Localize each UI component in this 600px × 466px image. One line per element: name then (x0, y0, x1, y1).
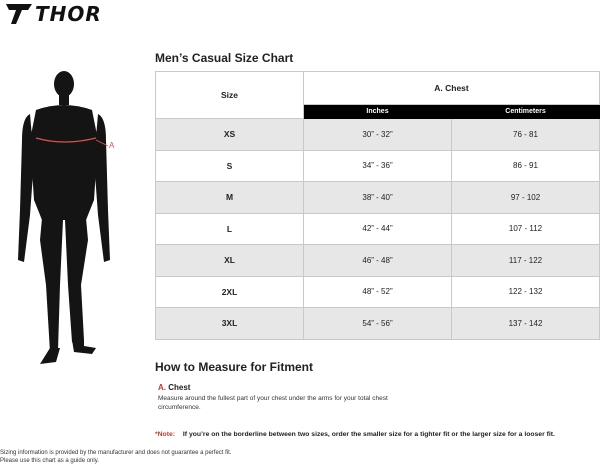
table-row (156, 150, 600, 182)
measure-label (158, 383, 190, 392)
inches-cell: 48” - 52” (304, 276, 452, 308)
table-row (156, 213, 600, 245)
measure-description: Measure around the fullest part of your chest under the arms for your total chest circumference. (158, 395, 388, 411)
centimeters-cell: 122 - 132 (452, 276, 600, 308)
centimeters-cell: 137 - 142 (452, 308, 600, 340)
disclaimer-line-2: Please use this chart as a guide only. (0, 458, 99, 464)
centimeters-column-header: Centimeters (452, 105, 600, 119)
measure-section-title: How to Measure for Fitment (155, 360, 314, 374)
size-cell: M (156, 182, 304, 214)
person-silhouette-icon (14, 70, 124, 370)
table-row (156, 119, 600, 151)
size-cell: L (156, 213, 304, 245)
thor-mark-icon (6, 4, 32, 24)
inches-cell: 42” - 44” (304, 213, 452, 245)
inches-column-header: Inches (304, 105, 452, 119)
table-row (156, 276, 600, 308)
size-chart-title: Men’s Casual Size Chart (155, 51, 294, 65)
note-text: If you’re on the borderline between two sizes, order the smaller size for a tighter fit or the larger size for a looser fit. (182, 431, 555, 438)
centimeters-cell: 107 - 112 (452, 213, 600, 245)
sizing-disclaimer (0, 449, 231, 465)
size-chart-table (155, 71, 600, 340)
centimeters-cell: 86 - 91 (452, 150, 600, 182)
inches-cell: 54” - 56” (304, 308, 452, 340)
size-cell: XS (156, 119, 304, 151)
table-row (156, 182, 600, 214)
centimeters-cell: 97 - 102 (452, 182, 600, 214)
size-column-header: Size (156, 72, 304, 119)
centimeters-cell: 76 - 81 (452, 119, 600, 151)
size-cell: 3XL (156, 308, 304, 340)
disclaimer-line-1: Sizing information is provided by the manufacturer and does not guarantee a perfect fit. (0, 450, 232, 456)
body-silhouette (14, 70, 124, 370)
fit-note (155, 431, 555, 438)
table-row (156, 308, 600, 340)
inches-cell: 46” - 48” (304, 245, 452, 277)
inches-cell: 38” - 40” (304, 182, 452, 214)
brand-logo[interactable] (6, 3, 116, 25)
size-cell: 2XL (156, 276, 304, 308)
size-cell: XL (156, 245, 304, 277)
size-cell: S (156, 150, 304, 182)
measure-label-name: Chest (168, 383, 191, 392)
inches-cell: 30” - 32” (304, 119, 452, 151)
chest-group-header: A. Chest (304, 72, 600, 105)
brand-name: THOR (35, 2, 102, 26)
inches-cell: 34” - 36” (304, 150, 452, 182)
marker-label-a: A (109, 141, 115, 150)
table-row (156, 245, 600, 277)
centimeters-cell: 117 - 122 (452, 245, 600, 277)
note-key: *Note: (155, 431, 176, 438)
measure-label-key: A. (158, 383, 166, 392)
